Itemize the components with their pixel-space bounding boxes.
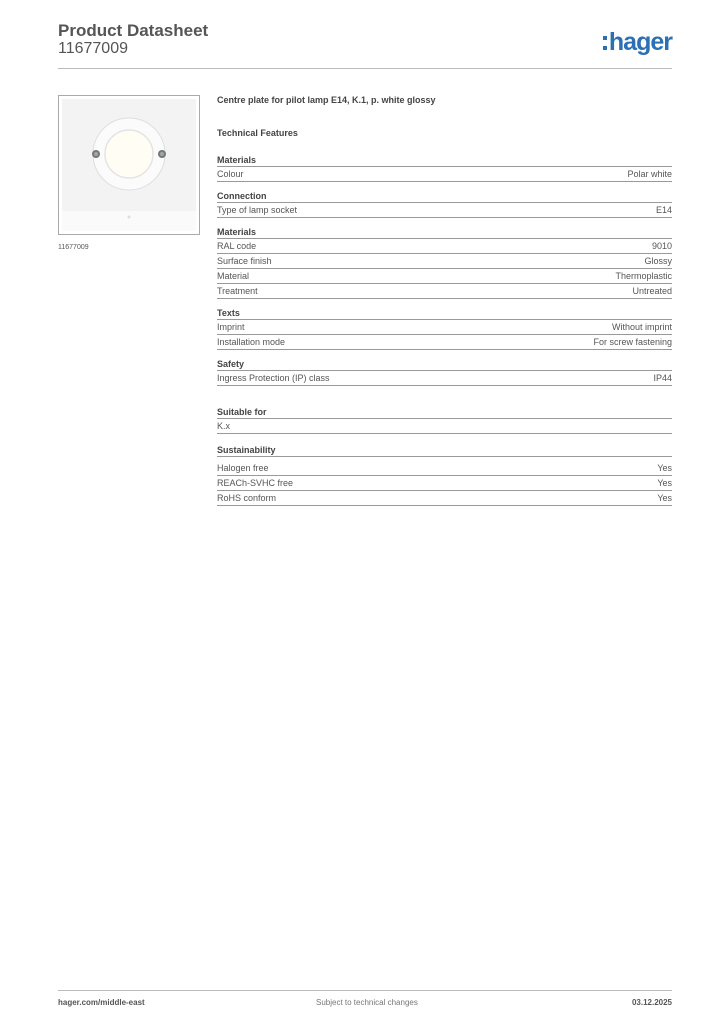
spec-label: Material <box>217 271 250 281</box>
spec-label: Colour <box>217 169 244 179</box>
footer-divider <box>58 990 672 991</box>
spec-value: Glossy <box>644 256 672 266</box>
spec-value: Untreated <box>632 286 672 296</box>
spec-value: Thermoplastic <box>615 271 672 281</box>
footer-website-link[interactable]: hager.com/middle-east <box>58 998 145 1007</box>
spec-value: Yes <box>657 493 672 503</box>
spec-label: Type of lamp socket <box>217 205 298 215</box>
spec-row <box>217 167 672 182</box>
section-sustainability <box>217 444 672 506</box>
section-materials <box>217 154 672 182</box>
spec-row <box>217 491 672 506</box>
logo-colon-icon <box>603 36 607 50</box>
spec-label: Treatment <box>217 286 258 296</box>
spec-value: Polar white <box>627 169 672 179</box>
spec-row <box>217 371 672 386</box>
section-safety <box>217 358 672 386</box>
header-divider <box>58 68 672 69</box>
technical-content <box>217 95 672 514</box>
spec-value: E14 <box>655 205 672 215</box>
product-code: 11677009 <box>58 40 128 57</box>
section-title: Texts <box>217 307 672 320</box>
spec-label: Ingress Protection (IP) class <box>217 373 330 383</box>
spec-label: Surface finish <box>217 256 272 266</box>
product-description: Centre plate for pilot lamp E14, K.1, p. white glossy <box>217 95 436 105</box>
spec-row <box>217 461 672 476</box>
spec-label: Installation mode <box>217 337 286 347</box>
spec-label: RAL code <box>217 241 257 251</box>
spec-row <box>217 335 672 350</box>
product-image <box>58 95 200 235</box>
footer-date: 03.12.2025 <box>631 998 672 1007</box>
section-title: Sustainability <box>217 444 672 457</box>
section-title: Materials <box>217 154 672 167</box>
section-connection <box>217 190 672 218</box>
spec-label: Halogen free <box>217 463 269 473</box>
section-title: Connection <box>217 190 672 203</box>
technical-features-title: Technical Features <box>217 128 298 138</box>
spec-value: For screw fastening <box>593 337 672 347</box>
logo-text: hager <box>608 28 672 56</box>
spec-row <box>217 476 672 491</box>
spec-value: Yes <box>657 478 672 488</box>
image-caption: 11677009 <box>58 244 89 251</box>
hager-logo <box>603 28 672 56</box>
footer-notice: Subject to technical changes <box>316 998 418 1007</box>
spec-label: REACh-SVHC free <box>217 478 294 488</box>
spec-row <box>217 284 672 299</box>
section-suitable-for <box>217 406 672 434</box>
section-title: Suitable for <box>217 406 672 419</box>
spec-label: Imprint <box>217 322 245 332</box>
spec-value: Without imprint <box>611 322 672 332</box>
spec-row <box>217 254 672 269</box>
section-materials-details <box>217 226 672 299</box>
centre-plate-illustration <box>59 96 199 234</box>
section-texts <box>217 307 672 350</box>
spec-row <box>217 269 672 284</box>
spec-value: 9010 <box>651 241 672 251</box>
spec-row <box>217 203 672 218</box>
spec-label: K.x <box>217 421 231 431</box>
spec-label: RoHS conform <box>217 493 277 503</box>
section-title: Safety <box>217 358 672 371</box>
spec-row <box>217 320 672 335</box>
spec-value: IP44 <box>653 373 672 383</box>
page-title: Product Datasheet <box>58 21 209 40</box>
spec-value: Yes <box>657 463 672 473</box>
spec-row <box>217 419 672 434</box>
spec-row <box>217 239 672 254</box>
section-title: Materials <box>217 226 672 239</box>
